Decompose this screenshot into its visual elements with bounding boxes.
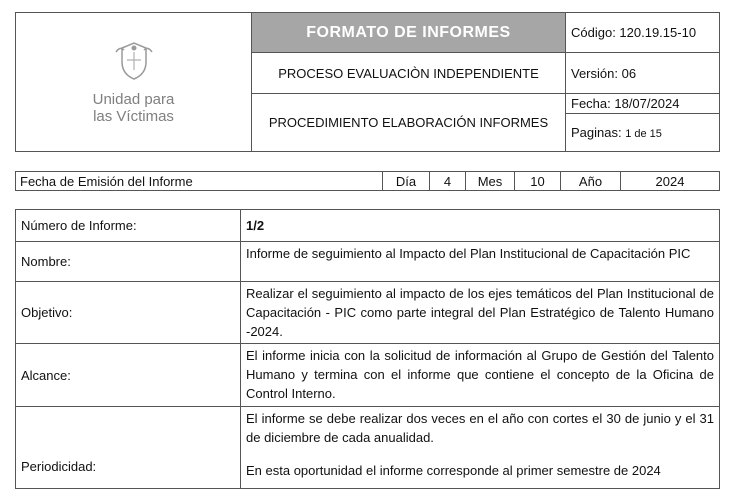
logo-cell xyxy=(16,13,252,152)
report-number: 1/2 xyxy=(241,210,720,242)
scope-label: Alcance: xyxy=(16,344,241,407)
period-text-1: El informe se debe realizar dos veces en el año con cortes el 30 de junio y el 31 de diciembre de cada anualidad. xyxy=(246,411,714,445)
year-value: 2024 xyxy=(621,172,720,191)
document-pages xyxy=(566,114,719,151)
emission-label: Fecha de Emisión del Informe xyxy=(16,172,383,191)
logo-line-2: las Víctimas xyxy=(93,107,174,125)
month-label: Mes xyxy=(466,172,515,191)
number-label: Número de Informe: xyxy=(16,210,241,242)
pages-value: 1 de 15 xyxy=(625,128,662,140)
coat-of-arms-icon xyxy=(114,40,154,82)
document-code: Código: 120.19.15-10 xyxy=(566,13,720,53)
month-value: 10 xyxy=(515,172,561,191)
report-name: Informe de seguimiento al Impacto del Plan Institucional de Capacitación PIC xyxy=(241,242,720,282)
process-name: PROCESO EVALUACIÒN INDEPENDIENTE xyxy=(252,53,566,94)
document-header xyxy=(15,12,720,152)
day-label: Día xyxy=(383,172,430,191)
pages-label: Paginas: xyxy=(571,125,622,140)
document-date: Fecha: 18/07/2024 xyxy=(566,94,719,114)
period-text-2: En esta oportunidad el informe corresponde al primer semestre de 2024 xyxy=(246,463,661,478)
report-period xyxy=(241,407,720,489)
logo-line-1: Unidad para xyxy=(92,90,175,108)
report-info-table xyxy=(15,209,720,489)
procedure-name: PROCEDIMIENTO ELABORACIÓN INFORMES xyxy=(252,94,566,152)
year-label: Año xyxy=(561,172,621,191)
date-pages-cell xyxy=(566,94,720,152)
name-label: Nombre: xyxy=(16,242,241,282)
document-title: FORMATO DE INFORMES xyxy=(252,13,566,53)
report-objective: Realizar el seguimiento al impacto de los ejes temáticos del Plan Institucional de Capacitación - PIC como parte integral del Plan Estratégico de Talento Humano -2024. xyxy=(241,282,720,344)
report-scope: El informe inicia con la solicitud de información al Grupo de Gestión del Talento Humano y termina con el informe que contiene el concepto de la Oficina de Control Interno. xyxy=(241,344,720,407)
document-version: Versión: 06 xyxy=(566,53,720,94)
period-label: Periodicidad: xyxy=(16,407,241,489)
objective-label: Objetivo: xyxy=(16,282,241,344)
day-value: 4 xyxy=(430,172,466,191)
emission-date-table xyxy=(15,171,720,191)
